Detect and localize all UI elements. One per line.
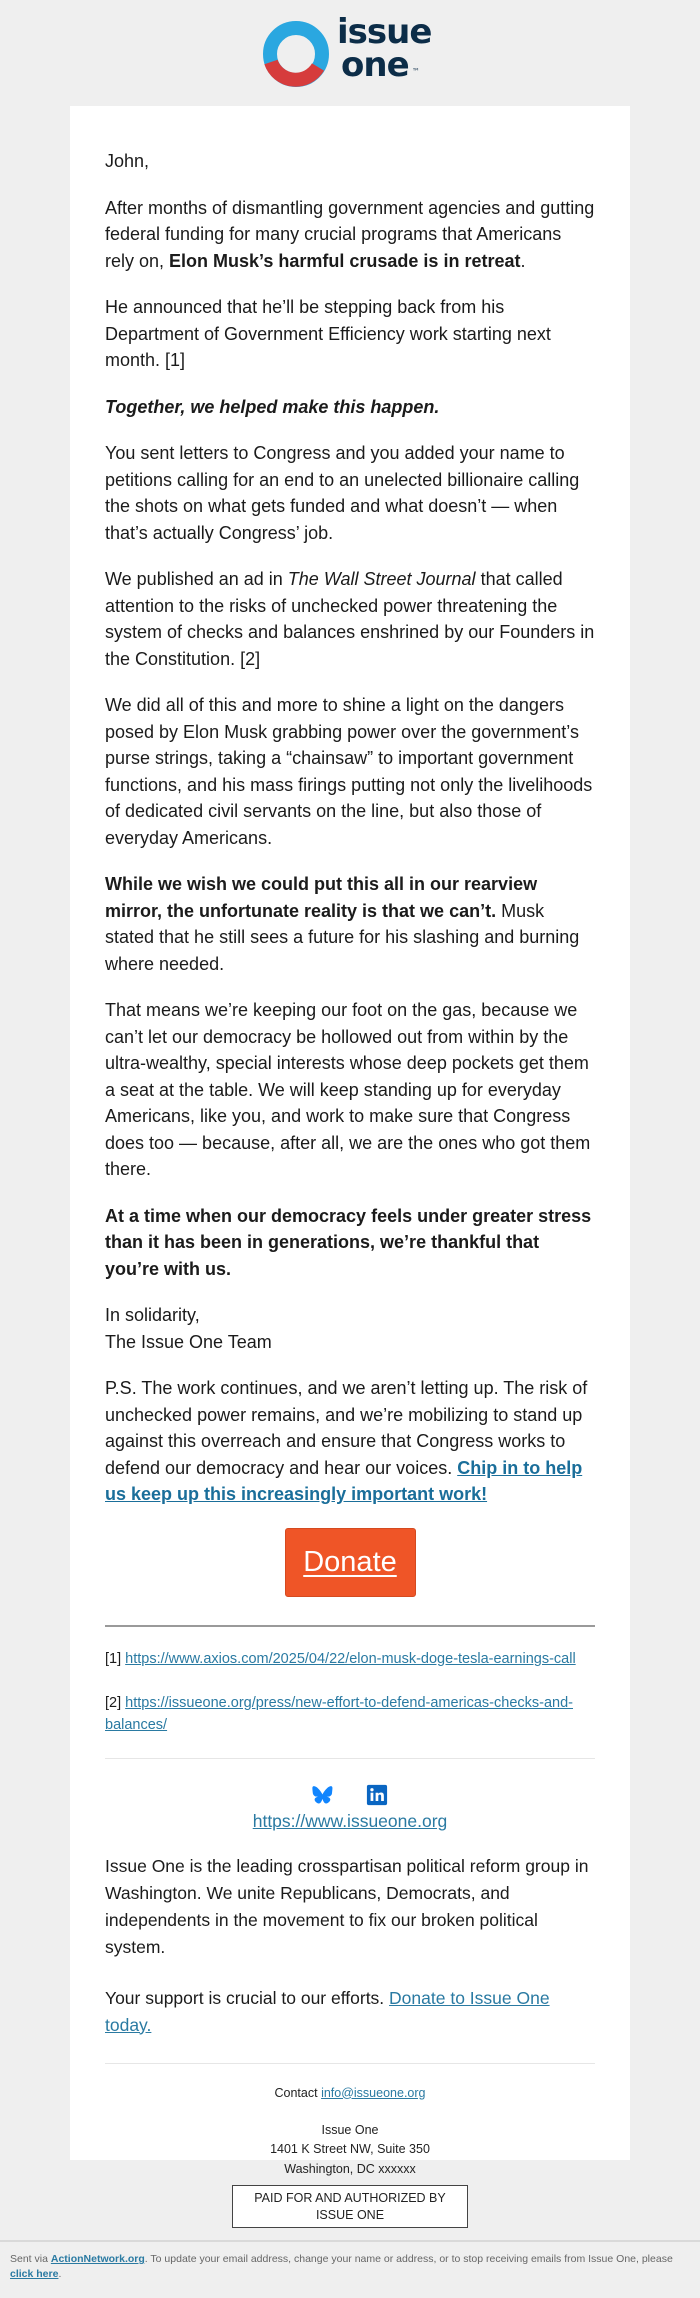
footnote-1-link[interactable]: https://www.axios.com/2025/04/22/elon-musk-doge-tesla-earnings-call (125, 1650, 576, 1667)
contact-email-link[interactable]: info@issueone.org (321, 2085, 426, 2100)
email-body (105, 148, 595, 2179)
divider (105, 1758, 595, 1759)
address-org: Issue One (321, 2122, 379, 2137)
footnote-1: [1] https://www.axios.com/2025/04/22/elon-musk-doge-tesla-earnings-call (105, 1650, 576, 1667)
website-link[interactable]: https://www.issueone.org (252, 1810, 448, 1831)
paragraph-thankful: At a time when our democracy feels under greater stress than it has been in generations, we’re thankful that you’re with us. (105, 1205, 592, 1279)
donate-row (105, 1528, 595, 1597)
paid-for-disclaimer: PAID FOR AND AUTHORIZED BY ISSUE ONE (232, 2185, 468, 2228)
header-logo[interactable] (0, 0, 700, 106)
footer: Sent via ActionNetwork.org. To update your email address, change your name or address, or to stop receiving emails from Issue One, please click here. (0, 2240, 700, 2298)
chip-in-link[interactable]: Chip in to help us keep up this increasingly important work! (105, 1457, 583, 1504)
paragraph-ad: We published an ad in The Wall Street Journal that called attention to the risks of unchecked power threatening the system of checks and balances enshrined by our Founders in the Constitution. [2] (105, 569, 595, 669)
logo-word-issue: issue (337, 12, 432, 52)
paragraph-gas: That means we’re keeping our foot on the gas, because we can’t let our democracy be hollowed out from within by the ultra-wealthy, special interests whose deep pockets get them a seat at the table. We will keep standing up for everyday Americans, like you, and work to make sure that Congress does too — because, after all, we are the ones who got them there. (105, 1000, 591, 1179)
contact-line: Contact info@issueone.org (274, 2085, 426, 2100)
paragraph-letters: You sent letters to Congress and you added your name to petitions calling for an end to an unelected billionaire calling the shots on what gets funded and what doesn’t — when that’s actually Congress’ job. (105, 443, 580, 543)
signature: The Issue One Team (105, 1331, 272, 1352)
signoff: In solidarity, The Issue One Team (105, 1305, 272, 1352)
paragraph-together: Together, we helped make this happen. (105, 396, 440, 417)
paragraph-dangers: We did all of this and more to shine a light on the dangers posed by Elon Musk grabbing power over the government’s purse strings, taking a “chainsaw” to important government functions, and his mass firings putting not only the livelihoods of dedicated civil servants on the line, but also those of everyday Americans. (105, 695, 593, 848)
email-card (70, 106, 630, 2176)
support-paragraph: Your support is crucial to our efforts. Donate to Issue One today. (105, 1987, 550, 2035)
unsubscribe-link[interactable]: click here (10, 2268, 59, 2280)
linkedin-icon[interactable] (366, 1784, 388, 1806)
bluesky-icon[interactable] (312, 1784, 334, 1806)
logo-word-one: one ™ (337, 49, 447, 82)
paragraph-announcement: He announced that he’ll be stepping back from his Department of Government Efficiency work starting next month. [1] (105, 297, 551, 370)
action-network-link[interactable]: ActionNetwork.org (50, 2253, 145, 2265)
about-paragraph: Issue One is the leading crosspartisan political reform group in Washington. We unite Republicans, Democrats, and independents in the movement to fix our broken political system. (105, 1855, 589, 1957)
address-city: Washington, DC xxxxxx (284, 2161, 416, 2176)
divider (105, 2063, 595, 2064)
logo-wordmark (337, 12, 447, 85)
paragraph-rearview: While we wish we could put this all in our rearview mirror, the unfortunate reality is that we can’t. Musk stated that he still sees a future for his slashing and burning where needed. (105, 874, 580, 974)
trademark: ™ (412, 67, 420, 76)
social-links (105, 1784, 595, 1808)
donate-button[interactable]: Donate (285, 1528, 416, 1597)
paragraph-intro: After months of dismantling government agencies and gutting federal funding for many crucial programs that Americans rely on, Elon Musk’s harmful crusade is in retreat. (105, 197, 595, 271)
footnote-2: [2] https://issueone.org/press/new-effort-to-defend-americas-checks-and-balances/ (105, 1694, 573, 1733)
issue-one-logo-icon (262, 20, 330, 88)
divider (105, 1625, 595, 1627)
mailing-address (105, 2121, 595, 2180)
website-row (105, 1809, 595, 1833)
footnote-2-link[interactable]: https://issueone.org/press/new-effort-to-defend-americas-checks-and-balances/ (105, 1694, 573, 1733)
paragraph-ps: P.S. The work continues, and we aren’t letting up. The risk of unchecked power remains, and we’re mobilizing to stand up against this overreach and ensure that Congress works to defend our democracy and hear our voices. Chip in to help us keep up this increasingly important work! (105, 1378, 588, 1504)
donate-today-link[interactable]: Donate to Issue One today. (105, 1987, 550, 2035)
greeting: John, (105, 151, 150, 171)
address-street: 1401 K Street NW, Suite 350 (270, 2142, 430, 2156)
